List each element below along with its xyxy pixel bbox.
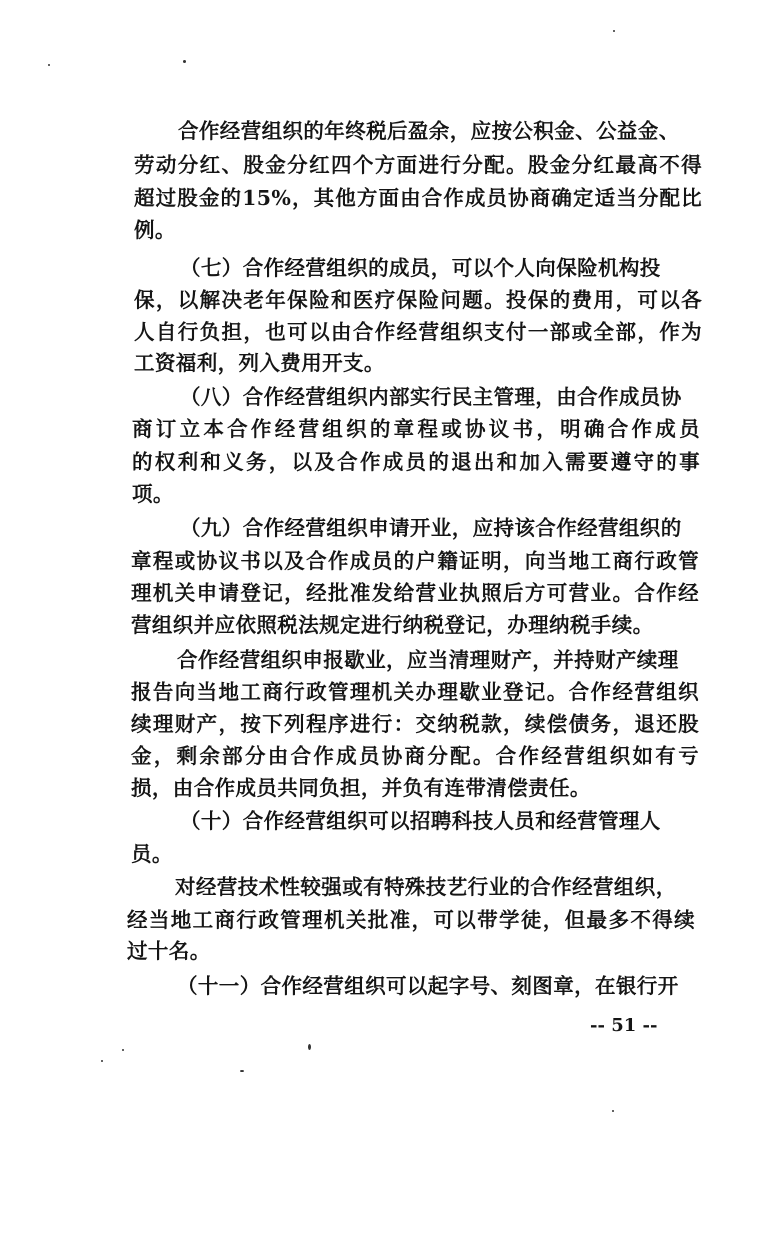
scan-speck: [48, 64, 50, 66]
scan-speck: [240, 1070, 244, 1072]
text-line: 超过股金的15%，其他方面由合作成员协商确定适当分配比: [134, 186, 702, 210]
text-line: （十一）合作经营组织可以起字号、刻图章，在银行开: [177, 974, 679, 998]
text-line: （十）合作经营组织可以招聘科技人员和经营管理人: [180, 809, 661, 833]
text-line: 商订立本合作经营组织的章程或协议书，明确合作成员: [132, 417, 700, 441]
text-line: 报告向当地工商行政管理机关办理歇业登记。合作经营组织: [131, 680, 699, 704]
text-line: 的权利和义务，以及合作成员的退出和加入需要遵守的事: [132, 450, 700, 474]
scan-speck: [308, 1044, 311, 1050]
scan-speck: [183, 60, 186, 63]
text-line: 人自行负担，也可以由合作经营组织支付一部或全部，作为: [134, 320, 702, 344]
scan-speck: [612, 1110, 614, 1112]
text-line: （八）合作经营组织内部实行民主管理，由合作成员协: [180, 385, 682, 409]
text-line: 对经营技术性较强或有特殊技艺行业的合作经营组织，: [175, 875, 677, 899]
text-line: 例。: [134, 218, 176, 242]
text-line: 金，剩余部分由合作成员协商分配。合作经营组织如有亏: [131, 744, 699, 768]
text-line: 损，由合作成员共同负担，并负有连带清偿责任。: [131, 776, 591, 800]
page-number: -- 51 --: [590, 1015, 658, 1036]
text-line: 理机关申请登记，经批准发给营业执照后方可营业。合作经: [131, 581, 699, 605]
text-line: 合作经营组织的年终税后盈余，应按公积金、公益金、: [178, 119, 680, 143]
text-line: 营组织并应依照税法规定进行纳税登记，办理纳税手续。: [131, 613, 654, 637]
text-line: （七）合作经营组织的成员，可以个人向保险机构投: [180, 256, 661, 280]
text-line: （九）合作经营组织申请开业，应持该合作经营组织的: [180, 516, 682, 540]
text-line: 过十名。: [127, 939, 211, 963]
text-line: 章程或协议书以及合作成员的户籍证明，向当地工商行政管: [131, 549, 699, 573]
scan-speck: [122, 1049, 124, 1051]
text-line: 劳动分红、股金分红四个方面进行分配。股金分红最高不得: [134, 153, 702, 177]
text-line: 项。: [132, 482, 174, 506]
text-line: 员。: [131, 842, 173, 866]
text-line: 合作经营组织申报歇业，应当清理财产，并持财产续理: [177, 648, 679, 672]
text-line: 经当地工商行政管理机关批准，可以带学徒，但最多不得续: [127, 908, 695, 932]
scan-speck: [613, 30, 615, 32]
text-line: 保，以解决老年保险和医疗保险问题。投保的费用，可以各: [134, 288, 702, 312]
text-line: 续理财产，按下列程序进行：交纳税款，续偿债务，退还股: [131, 712, 699, 736]
text-line: 工资福利，列入费用开支。: [134, 351, 385, 375]
scan-speck: [101, 1060, 103, 1062]
